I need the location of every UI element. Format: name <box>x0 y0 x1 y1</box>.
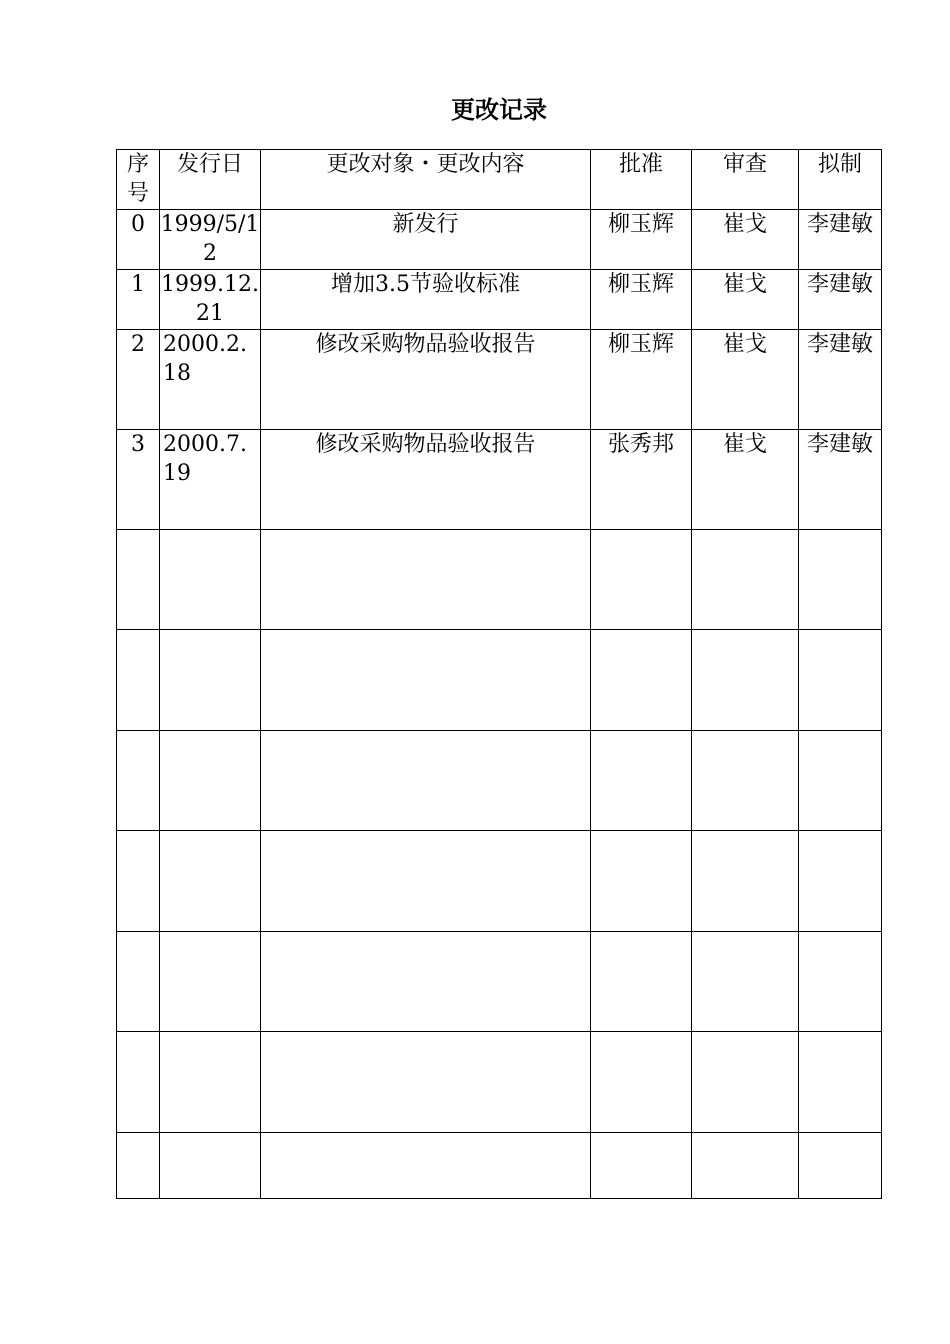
cell-no: 0 <box>117 210 160 270</box>
cell-approve: 柳玉辉 <box>591 270 692 330</box>
table-row <box>117 270 882 330</box>
cell-date <box>160 630 261 731</box>
column-header-content: 更改对象・更改内容 <box>261 150 591 210</box>
cell-review <box>692 530 799 630</box>
cell-no <box>117 530 160 630</box>
cell-draft: 李建敏 <box>799 430 882 530</box>
cell-content: 修改采购物品验收报告 <box>261 430 591 530</box>
cell-no: 2 <box>117 330 160 430</box>
cell-review <box>692 932 799 1032</box>
column-header-draft: 拟制 <box>799 150 882 210</box>
change-log-table <box>116 149 882 1199</box>
cell-no <box>117 731 160 831</box>
cell-date <box>160 1032 261 1133</box>
column-header-no: 序号 <box>117 150 160 210</box>
cell-approve: 张秀邦 <box>591 430 692 530</box>
cell-draft: 李建敏 <box>799 330 882 430</box>
cell-approve <box>591 1133 692 1199</box>
cell-content: 修改采购物品验收报告 <box>261 330 591 430</box>
cell-approve <box>591 1032 692 1133</box>
cell-content <box>261 831 591 932</box>
cell-draft <box>799 731 882 831</box>
cell-no <box>117 831 160 932</box>
cell-review: 崔戈 <box>692 210 799 270</box>
table-row <box>117 831 882 932</box>
column-header-review: 审查 <box>692 150 799 210</box>
cell-content <box>261 731 591 831</box>
cell-review <box>692 1032 799 1133</box>
cell-date <box>160 932 261 1032</box>
cell-draft <box>799 1032 882 1133</box>
cell-date: 2000.2.18 <box>160 330 261 430</box>
cell-draft <box>799 1133 882 1199</box>
cell-date <box>160 1133 261 1199</box>
table-row <box>117 330 882 430</box>
page-title: 更改记录 <box>451 96 547 124</box>
cell-content <box>261 1133 591 1199</box>
cell-draft: 李建敏 <box>799 270 882 330</box>
cell-review: 崔戈 <box>692 330 799 430</box>
cell-no <box>117 1032 160 1133</box>
cell-no <box>117 932 160 1032</box>
table-row <box>117 430 882 530</box>
cell-approve <box>591 731 692 831</box>
cell-date: 1999.12.21 <box>160 270 261 330</box>
cell-approve: 柳玉辉 <box>591 210 692 270</box>
cell-review <box>692 1133 799 1199</box>
table-row <box>117 530 882 630</box>
cell-approve <box>591 630 692 731</box>
table-row <box>117 1032 882 1133</box>
cell-approve <box>591 530 692 630</box>
cell-content <box>261 630 591 731</box>
cell-content: 增加3.5节验收标准 <box>261 270 591 330</box>
cell-approve: 柳玉辉 <box>591 330 692 430</box>
cell-review: 崔戈 <box>692 270 799 330</box>
cell-draft: 李建敏 <box>799 210 882 270</box>
cell-approve <box>591 831 692 932</box>
cell-date <box>160 831 261 932</box>
cell-no: 1 <box>117 270 160 330</box>
cell-review <box>692 831 799 932</box>
cell-draft <box>799 831 882 932</box>
cell-no <box>117 1133 160 1199</box>
table-row <box>117 630 882 731</box>
table-row <box>117 1133 882 1199</box>
cell-content <box>261 1032 591 1133</box>
cell-no: 3 <box>117 430 160 530</box>
cell-draft <box>799 530 882 630</box>
cell-review <box>692 630 799 731</box>
cell-approve <box>591 932 692 1032</box>
cell-draft <box>799 932 882 1032</box>
column-header-date: 发行日 <box>160 150 261 210</box>
cell-content: 新发行 <box>261 210 591 270</box>
cell-review <box>692 731 799 831</box>
table-row <box>117 932 882 1032</box>
cell-draft <box>799 630 882 731</box>
cell-content <box>261 530 591 630</box>
cell-content <box>261 932 591 1032</box>
cell-date: 1999/5/12 <box>160 210 261 270</box>
header-row <box>117 150 882 210</box>
cell-date: 2000.7.19 <box>160 430 261 530</box>
cell-no <box>117 630 160 731</box>
cell-date <box>160 731 261 831</box>
cell-date <box>160 530 261 630</box>
column-header-approve: 批准 <box>591 150 692 210</box>
table-row <box>117 210 882 270</box>
table-row <box>117 731 882 831</box>
cell-review: 崔戈 <box>692 430 799 530</box>
